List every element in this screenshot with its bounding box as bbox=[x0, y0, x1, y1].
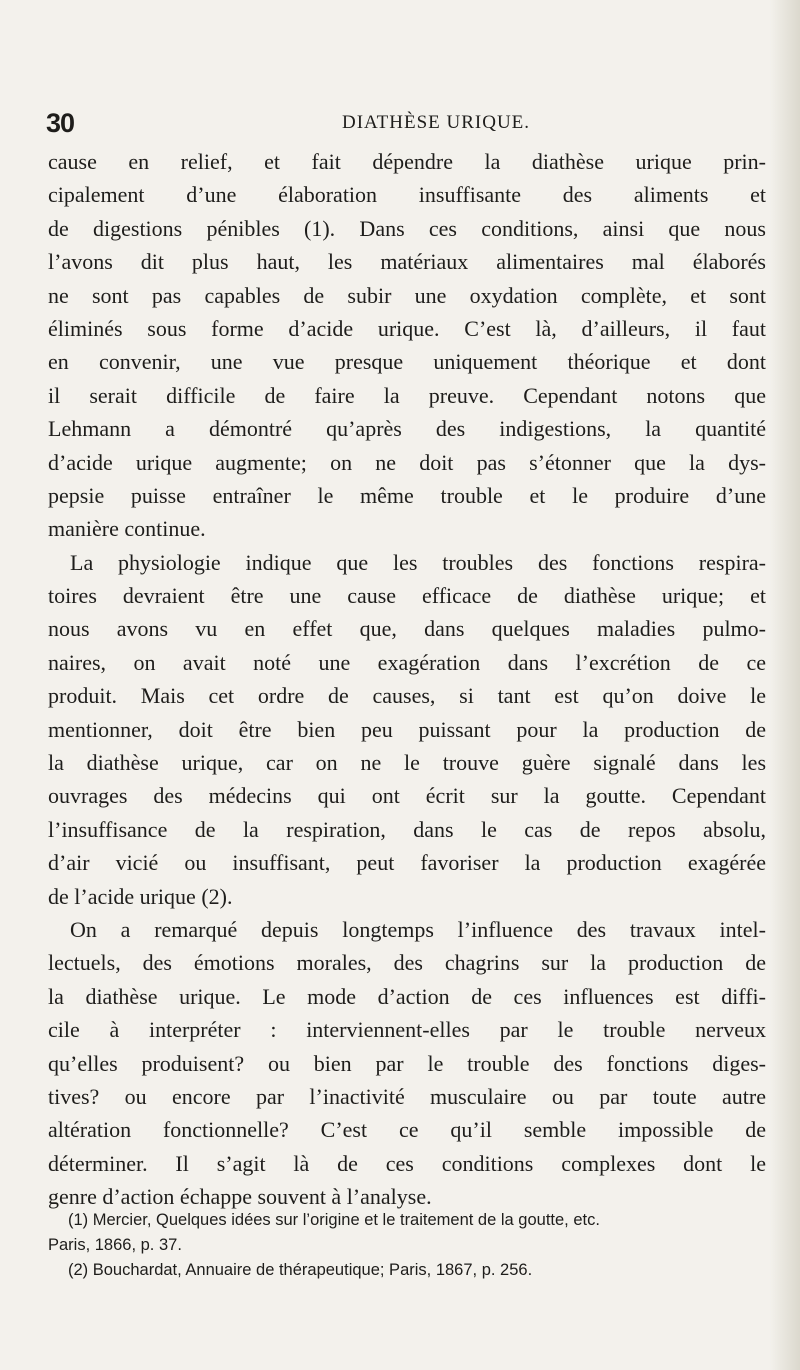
text-line: mentionner, doit être bien peu puissant pour la production de bbox=[48, 716, 766, 742]
page-edge-shadow bbox=[770, 0, 800, 1370]
text-line: genre d’action échappe souvent à l’analyse. bbox=[48, 1184, 432, 1210]
footnote-2: (2) Bouchardat, Annuaire de thérapeutique; Paris, 1867, p. 256. bbox=[68, 1261, 533, 1279]
text-line: manière continue. bbox=[48, 516, 206, 542]
text-line: qu’elles produisent? ou bien par le trouble des fonctions diges- bbox=[48, 1050, 766, 1076]
text-line: il serait difficile de faire la preuve. Cependant notons que bbox=[48, 382, 766, 408]
text-line: l’insuffisance de la respiration, dans le cas de repos absolu, bbox=[48, 816, 766, 842]
text-line: tives? ou encore par l’inactivité musculaire ou par toute autre bbox=[48, 1083, 766, 1109]
text-line: lectuels, des émotions morales, des chagrins sur la production de bbox=[48, 950, 766, 976]
text-line: de l’acide urique (2). bbox=[48, 883, 233, 909]
text-line: ne sont pas capables de subir une oxydation complète, et sont bbox=[48, 282, 766, 308]
paragraph-start: La physiologie indique que les troubles des fonctions respira- bbox=[70, 549, 766, 575]
text-line: la diathèse urique. Le mode d’action de ces influences est diffi- bbox=[48, 983, 766, 1009]
text-line: ouvrages des médecins qui ont écrit sur la goutte. Cependant bbox=[48, 783, 766, 809]
text-line: pepsie puisse entraîner le même trouble et le produire d’une bbox=[48, 482, 766, 508]
footnote-1-continued: Paris, 1866, p. 37. bbox=[48, 1236, 182, 1254]
text-line: d’acide urique augmente; on ne doit pas s’étonner que la dys- bbox=[48, 449, 766, 475]
body-text bbox=[48, 145, 766, 1214]
text-line: nous avons vu en effet que, dans quelques maladies pulmo- bbox=[48, 616, 766, 642]
text-line: l’avons dit plus haut, les matériaux alimentaires mal élaborés bbox=[48, 249, 766, 275]
text-line: de digestions pénibles (1). Dans ces conditions, ainsi que nous bbox=[48, 215, 766, 241]
running-title: DIATHÈSE URIQUE. bbox=[342, 112, 531, 133]
page-number: 30 bbox=[46, 108, 75, 138]
paragraph-start: On a remarqué depuis longtemps l’influence des travaux intel- bbox=[70, 916, 766, 942]
page-header bbox=[46, 104, 746, 140]
text-line: d’air vicié ou insuffisant, peut favoriser la production exagérée bbox=[48, 850, 766, 876]
text-line: cile à interpréter : interviennent-elles par le trouble nerveux bbox=[48, 1017, 766, 1043]
text-line: en convenir, une vue presque uniquement théorique et dont bbox=[48, 349, 766, 375]
text-line: naires, on avait noté une exagération dans l’excrétion de ce bbox=[48, 649, 766, 675]
text-line: altération fonctionnelle? C’est ce qu’il semble impossible de bbox=[48, 1117, 766, 1143]
text-line: déterminer. Il s’agit là de ces conditions complexes dont le bbox=[48, 1150, 766, 1176]
text-line: toires devraient être une cause efficace de diathèse urique; et bbox=[48, 583, 766, 609]
footnote-1: (1) Mercier, Quelques idées sur l’origine et le traitement de la goutte, etc. bbox=[68, 1211, 600, 1229]
text-line: Lehmann a démontré qu’après des indigestions, la quantité bbox=[48, 416, 766, 442]
footnotes bbox=[48, 1208, 766, 1283]
text-line: produit. Mais cet ordre de causes, si tant est qu’on doive le bbox=[48, 683, 766, 709]
text-line: la diathèse urique, car on ne le trouve guère signalé dans les bbox=[48, 750, 766, 776]
text-line: cipalement d’une élaboration insuffisante des aliments et bbox=[48, 182, 766, 208]
text-line: éliminés sous forme d’acide urique. C’est là, d’ailleurs, il faut bbox=[48, 315, 766, 341]
text-line: cause en relief, et fait dépendre la diathèse urique prin- bbox=[48, 149, 766, 174]
